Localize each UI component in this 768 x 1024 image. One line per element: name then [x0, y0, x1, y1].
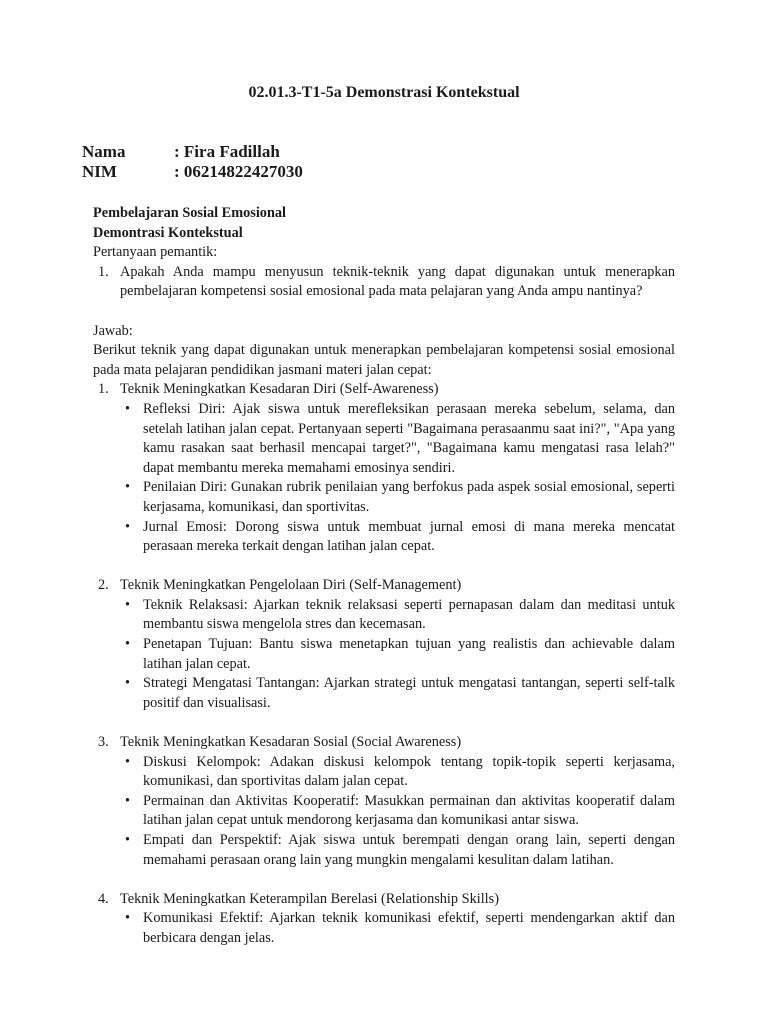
bullet-icon: •	[125, 596, 131, 613]
bullet-item	[93, 792, 675, 831]
spacer	[93, 302, 675, 322]
spacer	[93, 713, 675, 733]
bullet-icon: •	[125, 479, 131, 496]
bullet-item	[93, 478, 675, 517]
document-title: 02.01.3-T1-5a Demonstrasi Kontekstual	[248, 84, 520, 101]
section-heading	[93, 890, 675, 910]
bullet-text: Jurnal Emosi: Dorong siswa untuk membuat jurnal emosi di mana mereka mencatat perasaan mereka terkait dengan latihan jalan cepat.	[143, 518, 675, 555]
bullet-text: Diskusi Kelompok: Adakan diskusi kelompok tentang topik-topik seperti kerjasama, komunikasi, dan sportivitas dalam jalan cepat.	[143, 753, 675, 790]
bullet-item	[93, 518, 675, 557]
bullet-text: Empati dan Perspektif: Ajak siswa untuk berempati dengan orang lain, seperti dengan memahami perasaan orang lain yang mungkin mengalami kesulitan dalam latihan.	[143, 832, 675, 868]
nim-value: : 06214822427030	[174, 162, 303, 181]
spacer	[93, 557, 675, 577]
section-list	[93, 380, 675, 948]
question-number: 1.	[98, 263, 109, 280]
section-title: Teknik Meningkatkan Keterampilan Berelasi (Relationship Skills)	[120, 890, 499, 907]
bullet-text: Permainan dan Aktivitas Kooperatif: Masukkan permainan dan aktivitas kooperatif dalam latihan jalan cepat untuk mendorong kerjasama dan komunikasi antar siswa.	[143, 792, 675, 829]
question-intro: Pertanyaan pemantik:	[93, 244, 218, 261]
bullet-icon: •	[125, 792, 131, 809]
section-number: 2.	[98, 577, 109, 594]
section-title: Teknik Meningkatkan Kesadaran Sosial (Social Awareness)	[120, 734, 462, 751]
name-value: : Fira Fadillah	[174, 142, 280, 161]
document-body	[93, 204, 675, 949]
bullet-icon: •	[125, 400, 131, 417]
section-heading	[93, 733, 675, 753]
bullet-text: Penetapan Tujuan: Bantu siswa menetapkan tujuan yang realistis dan achievable dalam latihan jalan cepat.	[143, 636, 675, 672]
bullet-item	[93, 909, 675, 948]
name-label: Nama	[82, 142, 126, 161]
bullet-item	[93, 753, 675, 792]
heading-demonstrasi: Demontrasi Kontekstual	[93, 224, 243, 241]
section-number: 1.	[98, 381, 109, 398]
bullet-item	[93, 596, 675, 635]
answer-label: Jawab:	[93, 322, 133, 339]
bullet-icon: •	[125, 753, 131, 770]
bullet-text: Penilaian Diri: Gunakan rubrik penilaian yang berfokus pada aspek sosial emosional, seperti kerjasama, komunikasi, dan sportivitas.	[143, 479, 675, 515]
bullet-item	[93, 400, 675, 478]
bullet-item	[93, 635, 675, 674]
question-item	[93, 263, 675, 302]
answer-intro: Berikut teknik yang dapat digunakan untuk menerapkan pembelajaran kompetensi sosial emosional pada mata pelajaran pendidikan jasmani materi jalan cepat:	[93, 342, 675, 378]
section-title: Teknik Meningkatkan Kesadaran Diri (Self-Awareness)	[120, 381, 439, 398]
bullet-icon: •	[125, 832, 131, 848]
bullet-icon: •	[125, 910, 131, 927]
bullet-icon: •	[125, 636, 131, 653]
bullet-text: Teknik Relaksasi: Ajarkan teknik relaksasi seperti pernapasan dalam dan meditasi untuk membantu siswa mengelola stres dan kecemasan.	[143, 596, 675, 633]
section-number: 3.	[98, 734, 109, 751]
bullet-text: Strategi Mengatasi Tantangan: Ajarkan strategi untuk mengatasi tantangan, seperti self-talk positif dan visualisasi.	[143, 675, 675, 711]
section-heading	[93, 380, 675, 400]
section-number: 4.	[98, 890, 109, 907]
nim-label: NIM	[82, 162, 117, 181]
bullet-item	[93, 674, 675, 713]
question-text: Apakah Anda mampu menyusun teknik-teknik yang dapat digunakan untuk menerapkan pembelajaran kompetensi sosial emosional pada mata pelajaran yang Anda ampu nantinya?	[120, 263, 675, 300]
name-row	[82, 142, 280, 162]
section-heading	[93, 576, 675, 596]
bullet-icon: •	[125, 675, 131, 692]
section-title: Teknik Meningkatkan Pengelolaan Diri (Self-Management)	[120, 577, 462, 594]
bullet-text: Komunikasi Efektif: Ajarkan teknik komunikasi efektif, seperti mendengarkan aktif dan berbicara dengan jelas.	[143, 910, 675, 946]
spacer	[93, 870, 675, 890]
bullet-item	[93, 831, 675, 870]
bullet-text: Refleksi Diri: Ajak siswa untuk merefleksikan perasaan mereka sebelum, selama, dan setelah latihan jalan cepat. Pertanyaan seperti "Bagaimana perasaanmu saat ini?", "Apa yang kamu rasakan saat berhasil mencapai target?", "Bagaimana kamu mengatasi rasa lelah?" dapat membantu mereka memahami emosinya sendiri.	[143, 400, 675, 476]
heading-pse: Pembelajaran Sosial Emosional	[93, 205, 287, 221]
nim-row	[82, 162, 303, 182]
bullet-icon: •	[125, 518, 131, 535]
